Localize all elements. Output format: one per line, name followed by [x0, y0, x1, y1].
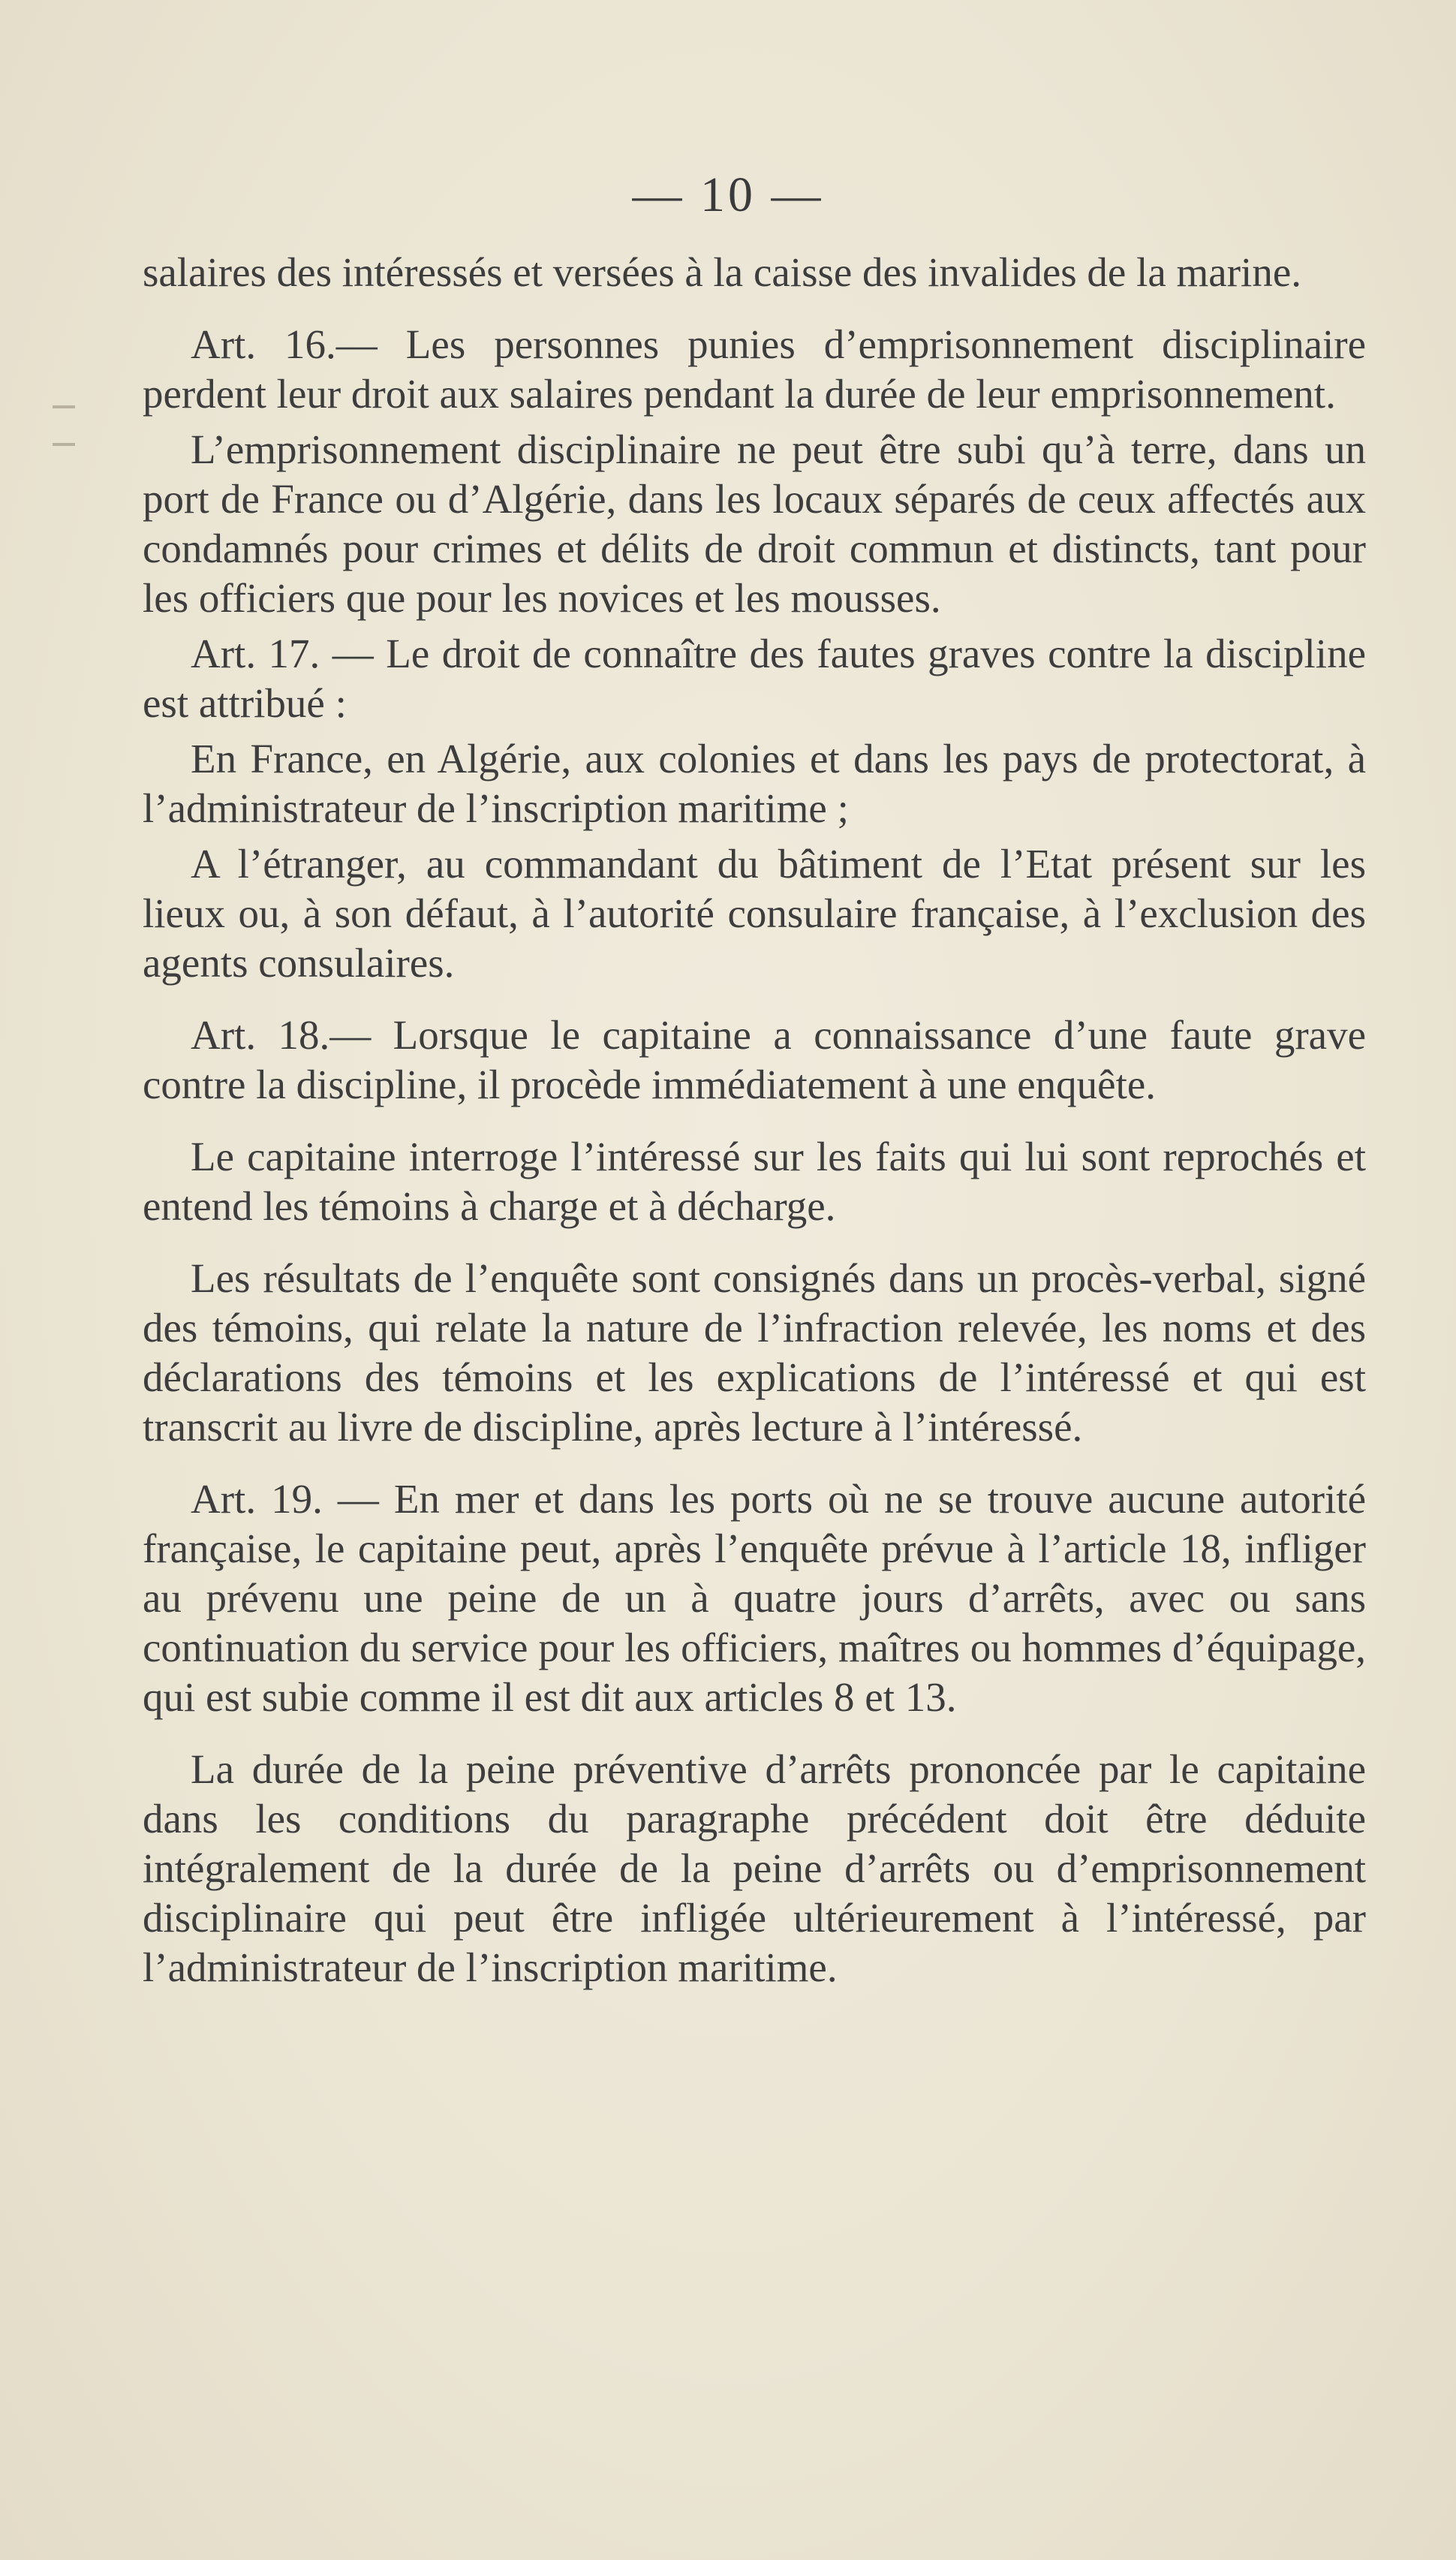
paragraph: A l’étranger, au commandant du bâtiment de l’Etat présent sur les lieux ou, à son défaut, à l’autorité consulaire française, à l’exclusion des agents consulaires. [143, 841, 1366, 986]
paragraph: salaires des intéressés et versées à la caisse des invalides de la marine. [143, 249, 1301, 295]
body-text [143, 248, 1366, 1998]
paragraph: Le capitaine interroge l’intéressé sur les faits qui lui sont reprochés et entend les témoins à charge et à décharge. [143, 1134, 1366, 1229]
paragraph: Les résultats de l’enquête sont consignés dans un procès-verbal, signé des témoins, qui relate la nature de l’infraction relevée, les noms et des déclarations des témoins et les explications de l’intéressé et qui est transcrit au livre de discipline, après lecture à l’intéressé. [143, 1255, 1366, 1450]
paragraph: Art. 18.— Lorsque le capitaine a connaissance d’une faute grave contre la discipline, il procède immédiatement à une enquête. [143, 1012, 1366, 1107]
paragraph: Art. 16.— Les personnes punies d’emprisonnement disciplinaire perdent leur droit aux salaires pendant la durée de leur emprisonnement. [143, 321, 1366, 417]
paragraph: La durée de la peine préventive d’arrêts prononcée par le capitaine dans les conditions du paragraphe précédent doit être déduite intégralement de la durée de la peine d’arrêts ou d’emprisonnement disciplinaire qui peut être infligée ultérieurement à l’intéressé, par l’administrateur de l’inscription maritime. [143, 1746, 1366, 1990]
paragraph: En France, en Algérie, aux colonies et dans les pays de protectorat, à l’administrateur de l’inscription maritime ; [143, 736, 1366, 831]
margin-mark [53, 443, 75, 446]
paragraph: L’emprisonnement disciplinaire ne peut être subi qu’à terre, dans un port de France ou d’Algérie, dans les locaux séparés de ceux affectés aux condamnés pour crimes et délits de droit commun et distincts, tant pour les officiers que pour les novices et les mousses. [143, 426, 1366, 621]
paragraph: Art. 17. — Le droit de connaître des fautes graves contre la discipline est attribué : [143, 631, 1366, 726]
page-number: — 10 — [632, 167, 824, 222]
margin-mark [53, 405, 75, 408]
paragraph: Art. 19. — En mer et dans les ports où ne se trouve aucune autorité française, le capitaine peut, après l’enquête prévue à l’article 18, infliger au prévenu une peine de un à quatre jours d’arrêts, avec ou sans continuation du service pour les officiers, maîtres ou hommes d’équipage, qui est subie comme il est dit aux articles 8 et 13. [143, 1476, 1366, 1720]
